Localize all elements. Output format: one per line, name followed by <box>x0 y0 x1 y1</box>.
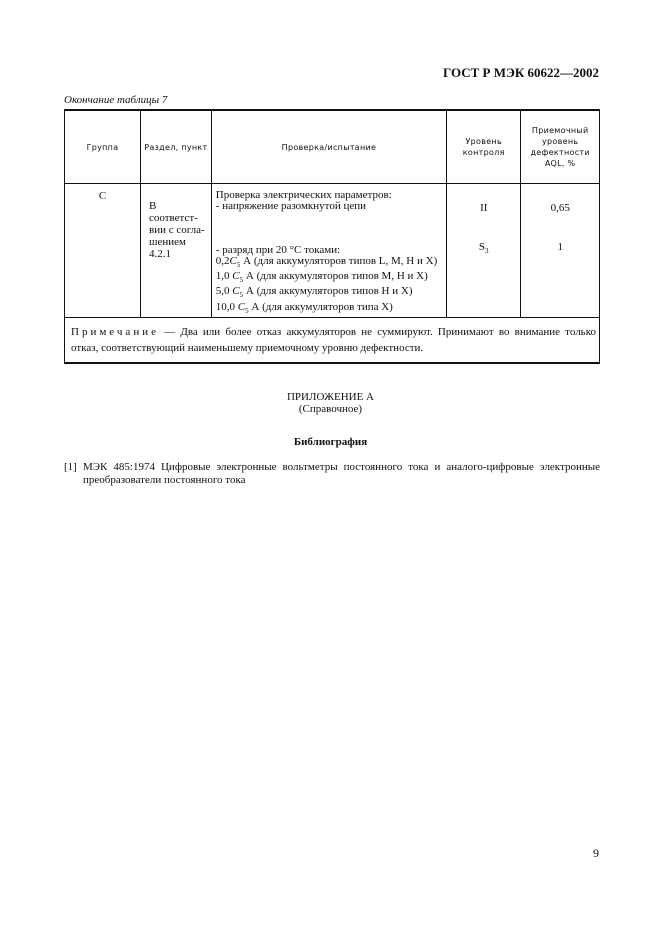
annex-title: ПРИЛОЖЕНИЕ А <box>286 391 374 403</box>
check-title: Проверка электрических параметров: <box>215 189 392 201</box>
current-line: $0,2C_5$ А (для аккумуляторов типов L, М, Н и X) <box>215 255 438 270</box>
level-value-1: II <box>480 202 488 214</box>
current-line: 1,0 $C_5$ А (для аккумуляторов типов М, Н и X) <box>215 270 428 285</box>
column-header-group: Группа <box>65 110 141 184</box>
bibliography-list <box>64 461 600 487</box>
note-label: Примечание <box>71 325 159 338</box>
list-item <box>64 461 600 487</box>
column-header-level: Уровень контроля <box>447 110 521 184</box>
cell-group: C <box>65 184 141 318</box>
cell-level <box>447 184 521 318</box>
document-code: ГОСТ Р МЭК 60622—2002 <box>443 65 599 80</box>
check-item-discharge: - разряд при 20 °С токами: <box>215 244 341 256</box>
cell-section: В соответст-вии с согла-шением 4.2.1 <box>141 184 212 318</box>
current-line: 10,0 $C_5$ А (для аккумуляторов типа X) <box>215 300 393 315</box>
table-header-row <box>65 110 600 184</box>
table-note <box>65 317 600 363</box>
check-item-voltage: - напряжение разомкнутой цепи <box>215 200 366 212</box>
aql-value-2: 1 <box>557 241 563 253</box>
note-text: — Два или более отказ аккумуляторов не суммируют. Принимают во внимание только отказ, соответствующий наименьшему приемочному уровню дефектности. <box>71 325 596 354</box>
cell-aql <box>521 184 600 318</box>
bibliography-item-text: МЭК 485:1974 Цифровые электронные вольтметры постоянного тока и аналого-цифровые электронные преобразователи постоянного тока <box>83 461 600 486</box>
level-value-2: $S_3$ <box>478 241 489 256</box>
current-line: 5,0 $C_5$ А (для аккумуляторов типов Н и X) <box>215 285 413 300</box>
table-note-row <box>65 317 600 363</box>
aql-value-1: 0,65 <box>550 202 570 214</box>
column-header-section: Раздел, пункт <box>141 110 212 184</box>
bibliography-item-number: [1] <box>64 461 77 473</box>
page-number: 9 <box>593 846 599 860</box>
table-row <box>65 184 600 318</box>
inspection-table <box>64 109 600 364</box>
column-header-check: Проверка/испытание <box>211 110 446 184</box>
column-header-aql: Приемочный уровень дефектности AQL, % <box>521 110 600 184</box>
annex-subtitle: (Справочное) <box>298 403 363 415</box>
table-caption: Окончание таблицы 7 <box>64 94 168 106</box>
bibliography-title: Библиография <box>293 436 368 448</box>
cell-check <box>211 184 446 318</box>
